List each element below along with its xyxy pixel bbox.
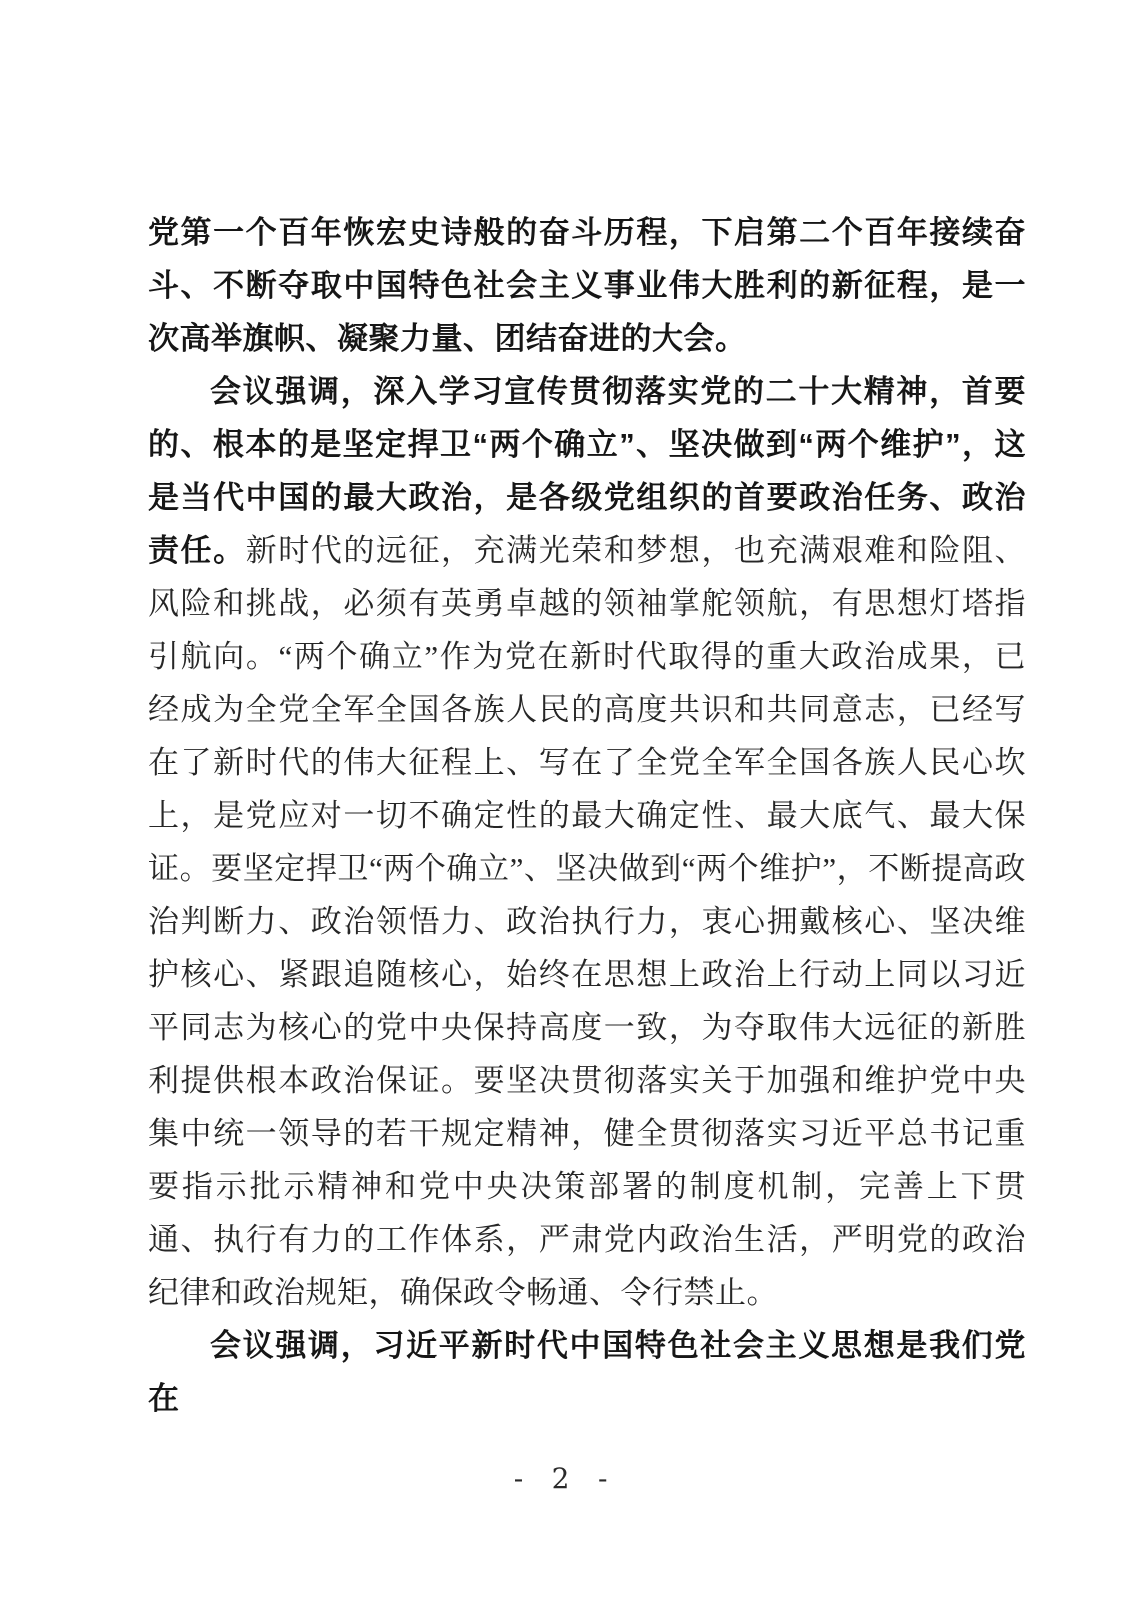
paragraph-continuation: 党第一个百年恢宏史诗般的奋斗历程，下启第二个百年接续奋斗、不断夺取中国特色社会主义事业伟大胜利的新征程，是一次高举旗帜、凝聚力量、团结奋进的大会。 (148, 215, 1026, 356)
body-text: 新时代的远征，充满光荣和梦想，也充满艰难和险阻、风险和挑战，必须有英勇卓越的领袖掌舵领航，有思想灯塔指引航向。“两个确立”作为党在新时代取得的重大政治成果，已经成为全党全军全国各族人民的高度共识和共同意志，已经写在了新时代的伟大征程上、写在了全党全军全国各族人民心坎上，是党应对一切不确定性的最大确定性、最大底气、最大保证。要坚定捍卫“两个确立”、坚决做到“两个维护”，不断提高政治判断力、政治领悟力、政治执行力，衷心拥戴核心、坚决维护核心、紧跟追随核心，始终在思想上政治上行动上同以习近平同志为核心的党中央保持高度一致，为夺取伟大远征的新胜利提供根本政治保证。要坚决贯彻落实关于加强和维护党中央集中统一领导的若干规定精神，健全贯彻落实习近平总书记重要指示批示精神和党中央决策部署的制度机制，完善上下贯通、执行有力的工作体系，严肃党内政治生活，严明党的政治纪律和政治规矩，确保政令畅通、令行禁止。 (148, 533, 1027, 1310)
document-body (148, 206, 1026, 1425)
paragraph-next-section: 会议强调，习近平新时代中国特色社会主义思想是我们党在 (148, 1328, 1026, 1416)
page-number: - 2 - (513, 1462, 618, 1495)
paragraph-emphasis (148, 365, 1026, 1319)
bold-lead-sentence: 会议强调，深入学习宣传贯彻落实党的二十大精神，首要的、根本的是坚定捍卫“两个确立”、坚决做到“两个维护”，这是当代中国的最大政治，是各级党组织的首要政治任务、政治责任。 (148, 374, 1026, 568)
